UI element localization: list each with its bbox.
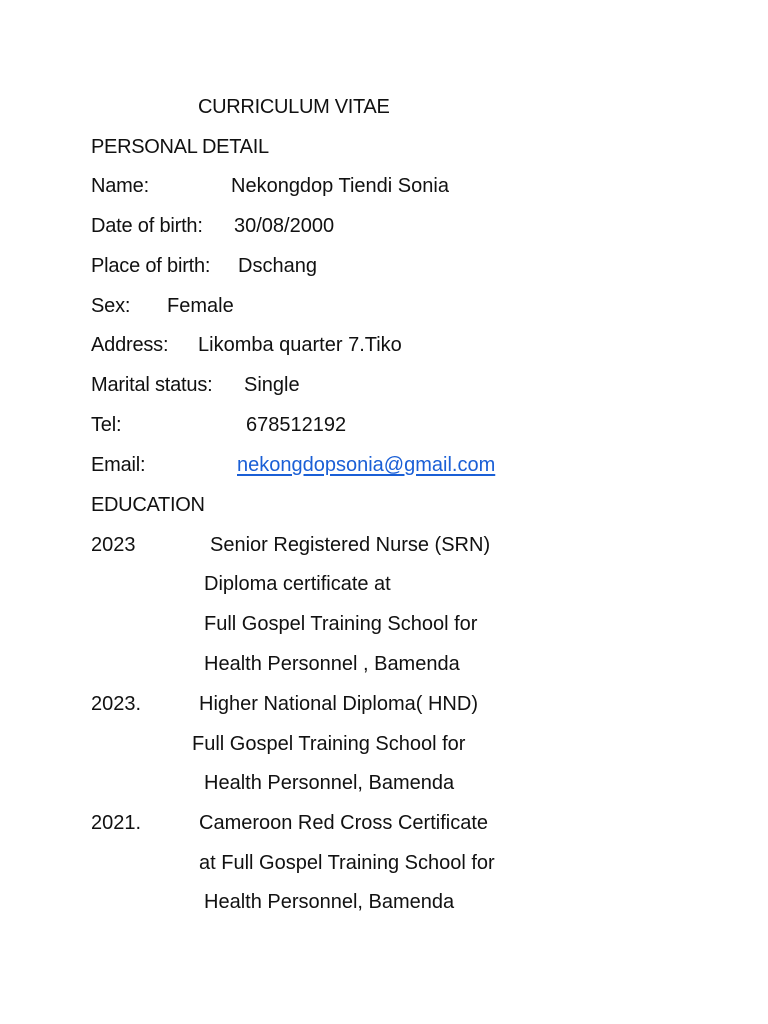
section-heading-personal: PERSONAL DETAIL <box>91 136 269 158</box>
field-address-value: Likomba quarter 7.Tiko <box>198 334 402 356</box>
education-year: 2021. <box>91 812 142 834</box>
education-line: Full Gospel Training School for <box>204 613 478 635</box>
field-sex-label: Sex: <box>91 295 131 317</box>
field-name-value: Nekongdop Tiendi Sonia <box>231 175 449 197</box>
field-email <box>0 453 768 477</box>
education-line: Cameroon Red Cross Certificate <box>199 812 488 834</box>
field-tel <box>0 413 768 437</box>
field-tel-value: 678512192 <box>246 414 347 436</box>
field-marital-label: Marital status: <box>91 374 213 396</box>
education-line: Diploma certificate at <box>204 573 391 595</box>
field-dob-label: Date of birth: <box>91 215 203 237</box>
field-email-label: Email: <box>91 454 146 476</box>
field-marital-status <box>0 373 768 397</box>
section-heading-education: EDUCATION <box>91 494 205 516</box>
education-line: Health Personnel , Bamenda <box>204 653 460 675</box>
education-line: Health Personnel, Bamenda <box>204 891 455 913</box>
education-year: 2023. <box>91 693 142 715</box>
education-line: Senior Registered Nurse (SRN) <box>210 534 491 556</box>
field-sex <box>0 294 768 318</box>
field-pob-label: Place of birth: <box>91 255 211 277</box>
field-pob <box>0 254 768 278</box>
education-line: Higher National Diploma( HND) <box>199 693 478 715</box>
education-line: Health Personnel, Bamenda <box>204 772 455 794</box>
field-sex-value: Female <box>167 295 234 317</box>
field-name-label: Name: <box>91 175 149 197</box>
education-line: at Full Gospel Training School for <box>199 852 495 874</box>
field-dob-value: 30/08/2000 <box>234 215 335 237</box>
email-link[interactable]: nekongdopsonia@gmail.com <box>237 454 496 476</box>
field-pob-value: Dschang <box>238 255 317 277</box>
document-title: CURRICULUM VITAE <box>198 96 390 118</box>
field-address <box>0 333 768 357</box>
field-dob <box>0 214 768 238</box>
field-name <box>0 174 768 198</box>
field-address-label: Address: <box>91 334 169 356</box>
field-tel-label: Tel: <box>91 414 122 436</box>
education-year: 2023 <box>91 534 136 556</box>
education-line: Full Gospel Training School for <box>192 733 466 755</box>
field-marital-value: Single <box>244 374 300 396</box>
